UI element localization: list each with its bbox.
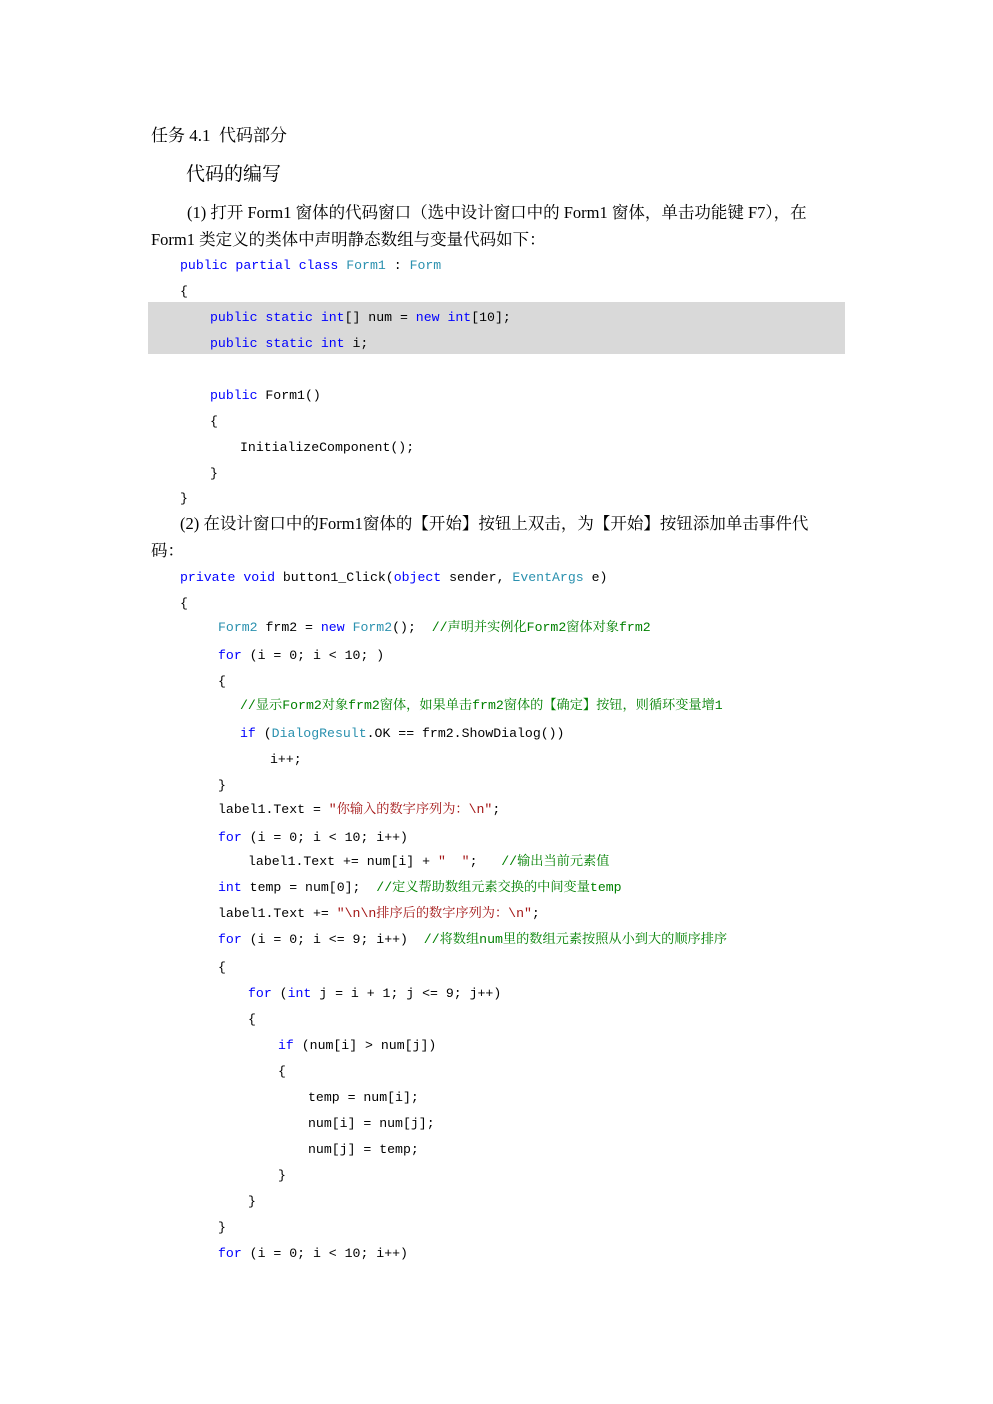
code-token: {: [180, 596, 188, 611]
paragraph-2: (2) 在设计窗口中的Form1窗体的【开始】按钮上双击，为【开始】按钮添加单击事件代码：: [151, 514, 809, 560]
code2-line-11: [218, 829, 408, 847]
code-token: for: [218, 830, 242, 845]
code1-line-4: [210, 335, 368, 353]
code-token: :: [385, 258, 410, 273]
code-token: " ": [437, 854, 470, 869]
code-token: for: [218, 648, 242, 663]
code2-line-26: [218, 1219, 226, 1237]
code-token: "\n\n排序后的数字序列为：\n": [336, 906, 532, 921]
code2-line-6: [240, 697, 723, 715]
code1-line-8: [210, 465, 218, 483]
code-token: [313, 336, 321, 351]
code2-line-24: [278, 1167, 286, 1185]
code-token: public: [210, 388, 258, 403]
code-token: public: [210, 336, 258, 351]
code-token: partial: [235, 258, 291, 273]
code-token: (i = 0; i < 10; i++): [241, 1246, 408, 1261]
code-token: Form1: [346, 258, 386, 273]
code-token: (: [271, 986, 288, 1001]
code-token: i;: [344, 336, 369, 351]
code-token: ;: [492, 802, 501, 817]
code-token: [313, 310, 321, 325]
code-token: Form1(): [257, 388, 321, 403]
code-token: }: [180, 491, 188, 506]
code-token: {: [180, 284, 188, 299]
section-heading: 代码的编写: [186, 164, 282, 185]
code-token: static: [265, 336, 313, 351]
code-token: {: [248, 1012, 256, 1027]
code2-line-4: [218, 647, 384, 665]
code2-line-16: [218, 959, 226, 977]
code1-line-6: [210, 413, 218, 431]
code-token: {: [218, 960, 226, 975]
code2-line-23: [308, 1141, 419, 1159]
code-token: {: [210, 414, 218, 429]
code-token: int: [218, 880, 242, 895]
code-token: DialogResult: [271, 726, 367, 741]
code-token: ;: [469, 854, 502, 869]
code-token: for: [218, 932, 242, 947]
code-token: EventArgs: [512, 570, 584, 585]
code1-line-7: [240, 439, 414, 457]
code-token: }: [278, 1168, 286, 1183]
code2-line-21: [308, 1089, 419, 1107]
code-token: //定义帮助数组元素交换的中间变量temp: [376, 880, 622, 895]
code-token: //声明并实例化Form2窗体对象frm2: [431, 620, 651, 635]
code-token: static: [265, 310, 313, 325]
code-token: Form: [409, 258, 442, 273]
code-token: }: [218, 778, 226, 793]
code-token: class: [298, 258, 339, 273]
code-token: void: [243, 570, 275, 585]
code-token: (: [255, 726, 272, 741]
code2-line-19: [278, 1037, 436, 1055]
code-token: e): [583, 570, 608, 585]
code2-line-8: [270, 751, 302, 769]
code-token: num[i] = num[j];: [308, 1116, 435, 1131]
code-token: //将数组num里的数组元素按照从小到大的顺序排序: [423, 932, 728, 947]
code-token: int: [320, 310, 345, 325]
code1-line-1: [180, 257, 441, 275]
code1-line-5: [210, 387, 321, 405]
code-token: temp = num[i];: [308, 1090, 419, 1105]
code1-line-2: [180, 283, 188, 301]
code-token: public: [210, 310, 258, 325]
code-token: [10];: [471, 310, 511, 325]
code-token: frm2 =: [257, 620, 321, 635]
code2-line-10: [218, 801, 500, 819]
code-token: i++;: [270, 752, 302, 767]
code-token: if: [240, 726, 256, 741]
code2-line-20: [278, 1063, 286, 1081]
code2-line-14: [218, 905, 540, 923]
code-token: (num[i] > num[j]): [293, 1038, 437, 1053]
code-token: //输出当前元素值: [501, 854, 610, 869]
code-token: for: [248, 986, 272, 1001]
code-token: (i = 0; i < 10; ): [241, 648, 385, 663]
code-token: private: [180, 570, 236, 585]
code-token: for: [218, 1246, 242, 1261]
code-token: Form2: [218, 620, 258, 635]
code-token: label1.Text +=: [218, 906, 337, 921]
code-token: int: [287, 986, 312, 1001]
code-token: int: [447, 310, 472, 325]
code-token: }: [248, 1194, 256, 1209]
code-token: label1.Text += num[i] +: [248, 854, 438, 869]
code2-line-17: [248, 985, 501, 1003]
code-token: public: [180, 258, 228, 273]
code-token: [] num =: [344, 310, 416, 325]
code-token: (i = 0; i <= 9; i++): [241, 932, 424, 947]
code2-line-18: [248, 1011, 256, 1029]
code2-line-22: [308, 1115, 435, 1133]
task-title: 任务 4.1 代码部分: [151, 126, 287, 145]
code2-line-25: [248, 1193, 256, 1211]
code-token: InitializeComponent();: [240, 440, 415, 455]
code-token: j = i + 1; j <= 9; j++): [311, 986, 502, 1001]
code-token: Form2: [352, 620, 393, 635]
code-token: .OK == frm2.ShowDialog()): [366, 726, 565, 741]
code-token: }: [210, 466, 218, 481]
code-token: {: [278, 1064, 286, 1079]
code2-line-1: [180, 569, 607, 587]
code-token: //显示Form2对象frm2窗体，如果单击frm2窗体的【确定】按钮，则循环变量增1: [240, 698, 723, 713]
code-token: object: [393, 570, 442, 585]
code-token: new: [415, 310, 440, 325]
code2-line-9: [218, 777, 226, 795]
code1-line-3: [210, 309, 511, 327]
code2-line-5: [218, 673, 226, 691]
code2-line-12: [248, 853, 609, 871]
code-token: ();: [392, 620, 432, 635]
code-token: "你输入的数字序列为：\n": [328, 802, 493, 817]
code-token: ;: [531, 906, 540, 921]
code-token: label1.Text =: [218, 802, 329, 817]
code2-line-3: [218, 619, 651, 637]
code2-line-15: [218, 931, 727, 949]
code-token: button1_Click(: [274, 570, 394, 585]
code2-line-7: [240, 725, 564, 743]
code-token: }: [218, 1220, 226, 1235]
code-token: num[j] = temp;: [308, 1142, 419, 1157]
code-token: [345, 620, 353, 635]
code-token: if: [278, 1038, 294, 1053]
code-token: {: [218, 674, 226, 689]
paragraph-1: (1) 打开 Form1 窗体的代码窗口（选中设计窗口中的 Form1 窗体，单击功能键 F7），在 Form1 类定义的类体中声明静态数组与变量代码如下：: [151, 203, 807, 249]
code-token: temp = num[0];: [241, 880, 377, 895]
code-token: [291, 258, 299, 273]
code2-line-2: [180, 595, 188, 613]
code-token: int: [320, 336, 345, 351]
code2-line-13: [218, 879, 622, 897]
code2-line-27: [218, 1245, 408, 1263]
code-token: new: [320, 620, 345, 635]
code1-line-9: [180, 490, 188, 508]
code-token: (i = 0; i < 10; i++): [241, 830, 408, 845]
code-token: sender,: [441, 570, 513, 585]
